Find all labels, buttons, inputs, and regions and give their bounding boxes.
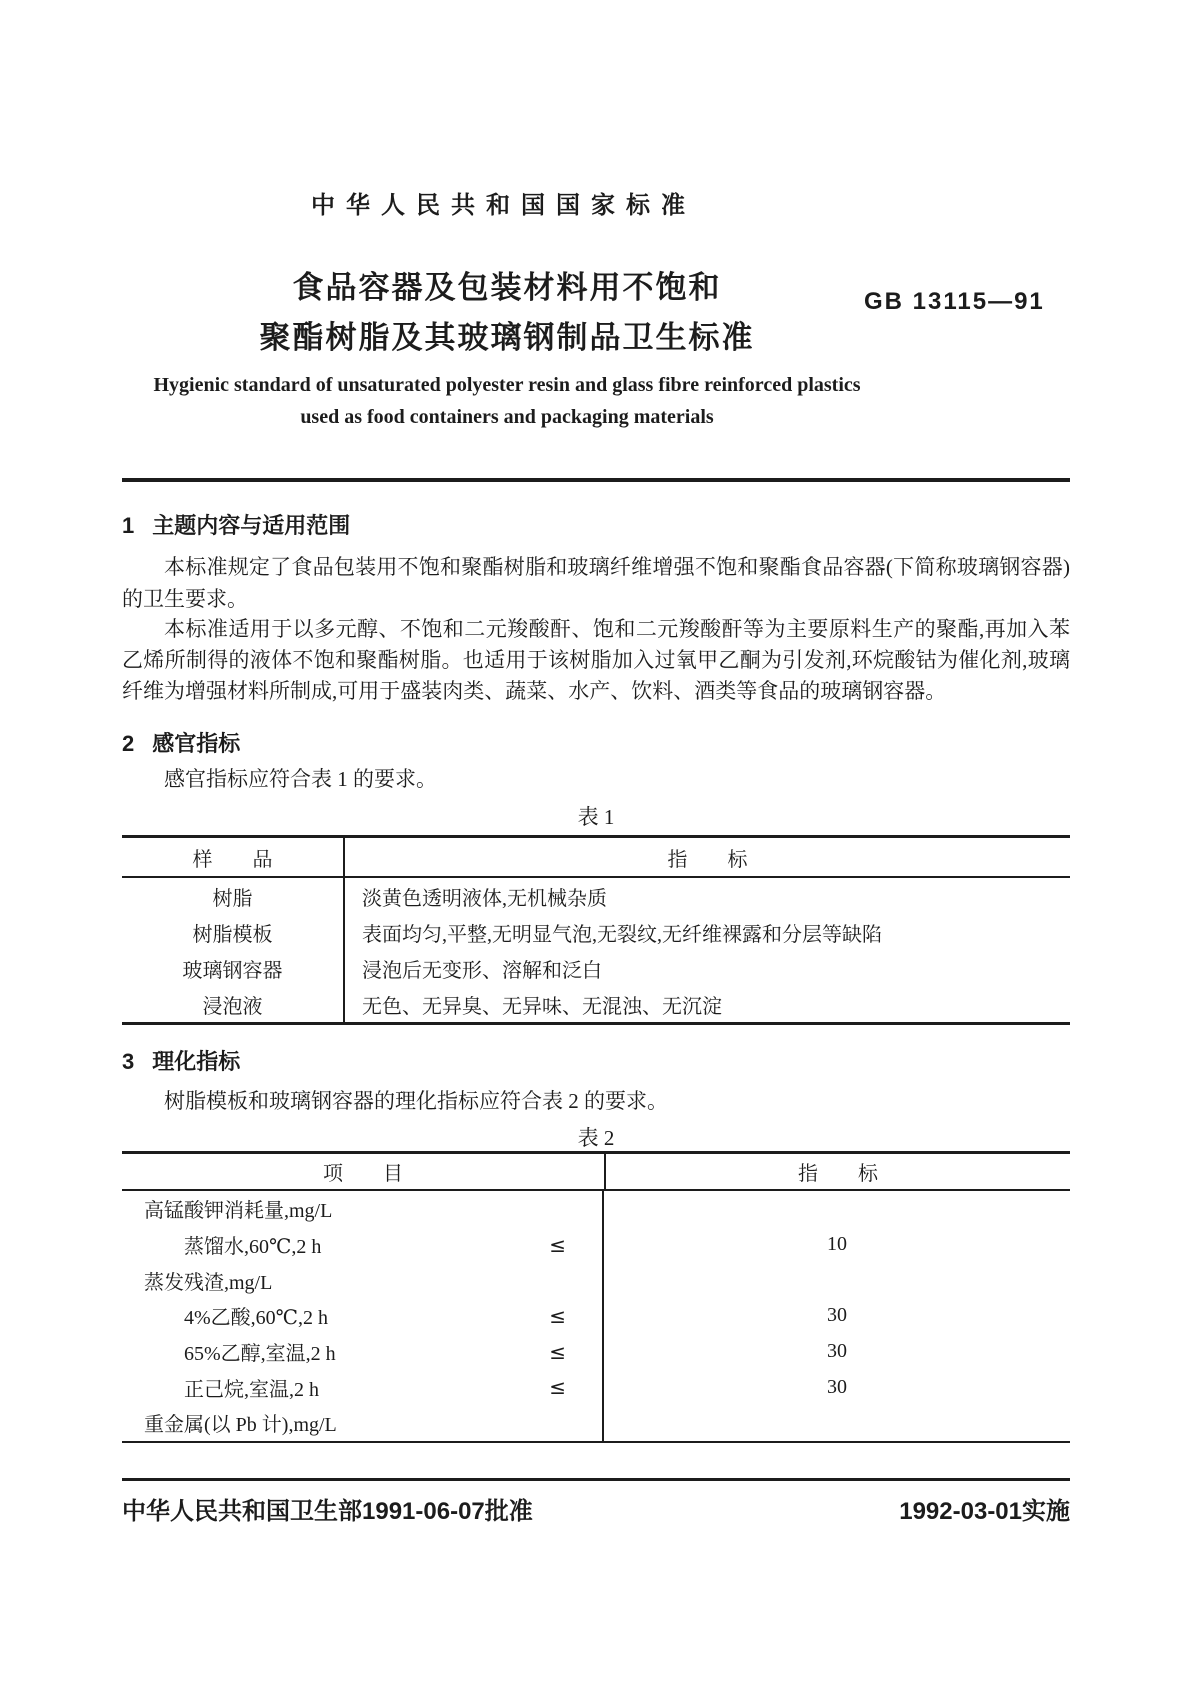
table2-item-cell <box>122 1191 604 1227</box>
standard-number: GB 13115—91 <box>864 288 1045 315</box>
table2-item-label: 高锰酸钾消耗量,mg/L <box>144 1200 333 1223</box>
table1-caption: 表 1 <box>577 805 615 829</box>
table2-item-label: 正己烷,室温,2 h <box>184 1378 319 1401</box>
table2-item-cell <box>122 1227 604 1263</box>
less-than-or-equal-symbol: ≤ <box>549 1303 566 1328</box>
table2-value-cell <box>604 1262 1070 1298</box>
table2-item-cell <box>122 1369 604 1405</box>
footer-implementation: 1992-03-01实施 <box>899 1498 1070 1525</box>
table1-spec-cell: 浸泡后无变形、溶解和泛白 <box>362 959 602 982</box>
header-divider-rule <box>122 478 1070 482</box>
table1-spec-cell: 淡黄色透明液体,无机械杂质 <box>362 887 607 910</box>
section-1-number: 1 <box>122 513 135 538</box>
less-than-or-equal-symbol: ≤ <box>549 1339 566 1364</box>
cn-title-line2: 聚酯树脂及其玻璃钢制品卫生标准 <box>259 320 755 355</box>
table1-sample-cell: 树脂 <box>122 878 345 914</box>
table2-value-cell <box>604 1405 1070 1441</box>
table1-row <box>122 986 1070 1022</box>
national-standard-label: 中华人民共和国国家标准 <box>311 192 696 219</box>
table2-item-cell <box>122 1334 604 1370</box>
table1-row <box>122 878 1070 914</box>
table1-sample-cell: 树脂模板 <box>122 914 345 950</box>
section-2-title: 感官指标 <box>152 731 241 756</box>
table2-row <box>122 1405 1070 1441</box>
table2-row <box>122 1262 1070 1298</box>
table1-row <box>122 950 1070 986</box>
section-2-number: 2 <box>122 731 135 756</box>
section-3-heading <box>122 1045 240 1076</box>
footer-approval: 中华人民共和国卫生部1991-06-07批准 <box>122 1498 533 1525</box>
table2-row <box>122 1298 1070 1334</box>
table1-sample-cell: 浸泡液 <box>122 986 345 1022</box>
table2-item-header: 项 目 <box>122 1154 606 1189</box>
table1 <box>122 835 1070 1025</box>
table2-header-row <box>122 1154 1070 1191</box>
table2-item-cell <box>122 1405 604 1441</box>
table2-item-cell <box>122 1298 604 1334</box>
section-3-title: 理化指标 <box>152 1049 241 1074</box>
en-title-line2: used as food containers and packaging materials <box>300 406 714 428</box>
en-title-line1: Hygienic standard of unsaturated polyester resin and glass fibre reinforced plastics <box>153 374 861 396</box>
less-than-or-equal-symbol: ≤ <box>549 1232 566 1257</box>
table2-value-cell: 10 <box>827 1233 847 1256</box>
section-2-heading <box>122 727 240 758</box>
table2-value-cell: 30 <box>827 1375 847 1398</box>
table2-item-cell <box>122 1262 604 1298</box>
table1-sample-cell: 玻璃钢容器 <box>122 950 345 986</box>
table2-row <box>122 1334 1070 1370</box>
table1-spec-cell: 表面均匀,平整,无明显气泡,无裂纹,无纤维裸露和分层等缺陷 <box>362 923 882 946</box>
table2-value-cell: 30 <box>827 1340 847 1363</box>
table2 <box>122 1151 1070 1443</box>
table2-row <box>122 1227 1070 1263</box>
section-1-paragraph-1: 本标准规定了食品包装用不饱和聚酯树脂和玻璃纤维增强不饱和聚酯食品容器(下简称玻璃钢容器)的卫生要求。 <box>122 555 1070 611</box>
table2-value-cell <box>604 1191 1070 1227</box>
table2-item-label: 重金属(以 Pb 计),mg/L <box>144 1414 337 1437</box>
table2-row <box>122 1369 1070 1405</box>
table2-value-cell: 30 <box>827 1304 847 1327</box>
table1-sample-header: 样 品 <box>122 838 345 876</box>
table2-item-label: 蒸馏水,60℃,2 h <box>184 1236 322 1259</box>
cn-title-line1: 食品容器及包装材料用不饱和 <box>292 270 722 305</box>
table1-spec-cell: 无色、无异臭、无异味、无混浊、无沉淀 <box>362 995 722 1018</box>
table2-item-label: 65%乙醇,室温,2 h <box>184 1343 336 1366</box>
table1-header-row <box>122 838 1070 878</box>
table1-body <box>122 878 1070 1022</box>
table2-item-label: 蒸发残渣,mg/L <box>144 1271 273 1294</box>
table1-row <box>122 914 1070 950</box>
table2-caption: 表 2 <box>577 1126 615 1150</box>
section-3-number: 3 <box>122 1049 135 1074</box>
table1-spec-header: 指 标 <box>667 848 748 871</box>
section-2-paragraph-1: 感官指标应符合表 1 的要求。 <box>164 767 437 791</box>
section-1-title: 主题内容与适用范围 <box>152 513 351 538</box>
table2-spec-header: 指 标 <box>798 1163 878 1185</box>
table2-body <box>122 1191 1070 1441</box>
table2-item-label: 4%乙酸,60℃,2 h <box>184 1307 329 1330</box>
footer-divider-rule <box>122 1478 1070 1481</box>
section-1-paragraph-2: 本标准适用于以多元醇、不饱和二元羧酸酐、饱和二元羧酸酐等为主要原料生产的聚酯,再加入苯乙烯所制得的液体不饱和聚酯树脂。也适用于该树脂加入过氧甲乙酮为引发剂,环烷酸钴为催化剂,玻璃纤维为增强材料所制成,可用于盛装肉类、蔬菜、水产、饮料、酒类等食品的玻璃钢容器。 <box>122 617 1070 703</box>
section-3-paragraph-1: 树脂模板和玻璃钢容器的理化指标应符合表 2 的要求。 <box>164 1089 668 1113</box>
less-than-or-equal-symbol: ≤ <box>549 1375 566 1400</box>
table2-row <box>122 1191 1070 1227</box>
section-1-heading <box>122 509 350 540</box>
